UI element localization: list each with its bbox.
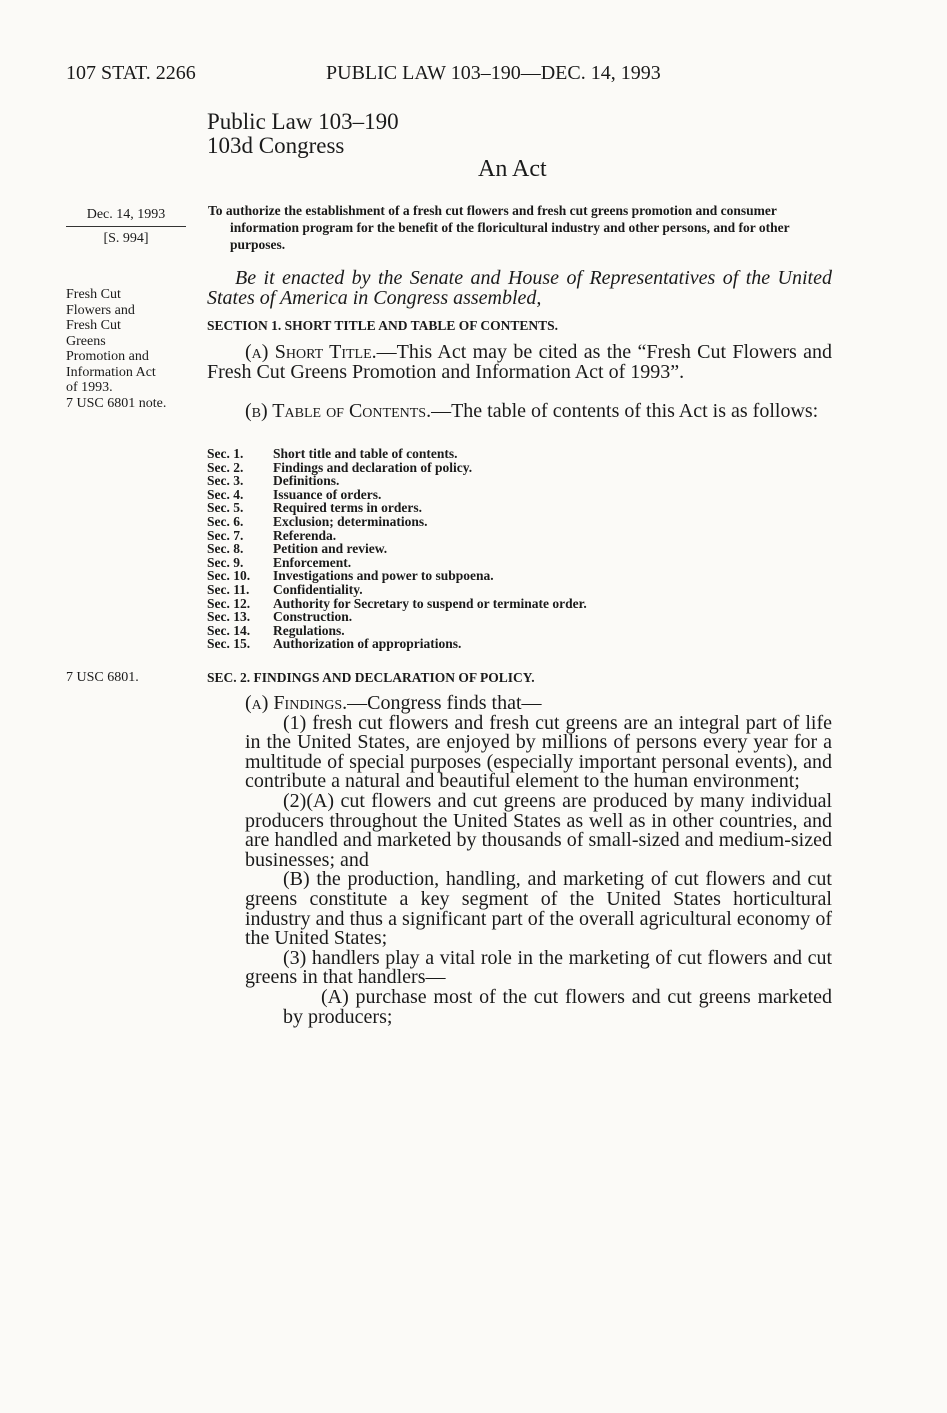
toc-sec-title: Referenda. <box>273 527 337 543</box>
section1-heading: SECTION 1. SHORT TITLE AND TABLE OF CONTENTS. <box>207 318 559 333</box>
toc-sec-title: Findings and declaration of policy. <box>273 459 473 475</box>
act-title: An Act <box>478 156 547 182</box>
bill-number: [S. 994] <box>103 231 149 246</box>
law-title-block <box>207 110 399 158</box>
toc-sec-title: Regulations. <box>273 622 345 638</box>
toc-sec-num: Sec. 4. <box>207 486 244 502</box>
toc-sec-title: Enforcement. <box>273 554 352 570</box>
toc-sec-num: Sec. 1. <box>207 446 244 461</box>
toc-sec-title: Required terms in orders. <box>273 500 422 516</box>
toc-sec-num: Sec. 6. <box>207 513 244 529</box>
toc-sec-title: Issuance of orders. <box>273 486 382 502</box>
running-head: PUBLIC LAW 103–190—DEC. 14, 1993 <box>326 62 661 84</box>
toc-row <box>207 583 587 597</box>
toc-row <box>207 569 587 583</box>
finding-2a: (2)(A) cut flowers and cut greens are produced by many individual producers throughout the United States as well as in other countries, and are handled and marketed by thousands of small-sized and medium-sized businesses; and <box>245 789 832 871</box>
section2-heading: SEC. 2. FINDINGS AND DECLARATION OF POLICY. <box>207 670 535 685</box>
toc-intro-text: —The table of contents of this Act is as follows: <box>431 400 819 422</box>
toc-row <box>207 515 587 529</box>
toc-sec-num: Sec. 2. <box>207 459 244 475</box>
margin-note-line: 7 USC 6801 note. <box>66 395 167 411</box>
short-title-text: —This Act may be cited as the “Fresh Cut Flowers and Fresh Cut Greens Promotion and Information Act of 1993”. <box>207 341 832 383</box>
congress-number: 103d Congress <box>207 133 345 158</box>
toc-sec-title: Authorization of appropriations. <box>273 636 462 652</box>
toc-sec-num: Sec. 5. <box>207 500 244 516</box>
enactment-date: Dec. 14, 1993 <box>86 207 166 222</box>
table-of-contents <box>207 447 587 651</box>
finding-2b: (B) the production, handling, and marketing of cut flowers and cut greens constitute a key segment of the United States horticultural industry and thus a significant part of the overall agricultural economy of the United States; <box>245 868 832 950</box>
margin-note-line: Information Act <box>66 364 156 380</box>
toc-sec-num: Sec. 14. <box>207 622 251 638</box>
toc-sec-num: Sec. 3. <box>207 473 244 489</box>
section1-subsection-a <box>207 343 832 382</box>
margin-note-line: Flowers and <box>66 302 135 318</box>
finding-1: (1) fresh cut flowers and fresh cut greens are an integral part of life in the United States, are enjoyed by millions of persons every year for a multitude of special purposes (especially important personal events), and contribute a natural and beautiful element to the human environment; <box>245 711 832 793</box>
finding-3a: (A) purchase most of the cut flowers and cut greens marketed by producers; <box>283 985 832 1028</box>
toc-row <box>207 501 587 515</box>
margin-short-title-note <box>66 287 196 411</box>
toc-sec-title: Short title and table of contents. <box>273 446 458 461</box>
toc-sec-title: Investigations and power to subpoena. <box>273 568 494 584</box>
margin-note-line: Greens <box>66 333 106 349</box>
toc-row <box>207 529 587 543</box>
toc-row <box>207 624 587 638</box>
margin-note-line: Promotion and <box>66 349 149 364</box>
toc-sec-num: Sec. 10. <box>207 568 251 584</box>
enacting-clause <box>207 268 832 308</box>
toc-row <box>207 610 587 624</box>
toc-row <box>207 556 587 570</box>
purpose-statement <box>208 202 833 253</box>
short-title-label: (a) Short Title. <box>245 341 377 363</box>
toc-row <box>207 461 587 475</box>
findings-label: (a) Findings. <box>245 692 348 714</box>
toc-sec-num: Sec. 7. <box>207 527 244 543</box>
toc-sec-title: Petition and review. <box>273 541 388 557</box>
toc-row <box>207 447 587 461</box>
toc-sec-title: Exclusion; determinations. <box>273 513 428 529</box>
toc-sec-num: Sec. 13. <box>207 609 251 625</box>
date-rule <box>66 226 186 227</box>
section2-findings <box>245 694 832 1027</box>
toc-row <box>207 474 587 488</box>
toc-sec-num: Sec. 8. <box>207 541 244 557</box>
toc-row <box>207 542 587 556</box>
findings-intro: —Congress finds that— <box>347 692 542 714</box>
enacting-text: Be it enacted by the Senate and House of Representatives of the United States of America in Congress assembled, <box>207 267 832 309</box>
section1-subsection-b <box>207 402 832 422</box>
toc-sec-num: Sec. 9. <box>207 554 244 570</box>
margin-note-line: Fresh Cut <box>66 287 121 302</box>
toc-sec-num: Sec. 12. <box>207 595 251 611</box>
toc-label: (b) Table of Contents. <box>245 400 432 422</box>
margin-date-block <box>66 206 186 247</box>
public-law-number: Public Law 103–190 <box>207 109 399 134</box>
toc-row <box>207 488 587 502</box>
margin-note-line: Fresh Cut <box>66 318 121 333</box>
margin-sec2-cite: 7 USC 6801. <box>66 670 139 685</box>
toc-sec-title: Authority for Secretary to suspend or terminate order. <box>273 595 587 611</box>
page-citation: 107 STAT. 2266 <box>66 62 196 84</box>
finding-3: (3) handlers play a vital role in the marketing of cut flowers and cut greens in that handlers— <box>245 946 832 989</box>
toc-sec-title: Confidentiality. <box>273 581 363 597</box>
toc-sec-title: Definitions. <box>273 473 340 489</box>
toc-row <box>207 637 587 651</box>
toc-row <box>207 597 587 611</box>
margin-note-line: of 1993. <box>66 380 113 395</box>
purpose-text: To authorize the establishment of a fresh cut flowers and fresh cut greens promotion and consumer information program for the benefit of the floricultural industry and other persons, and for other purposes. <box>208 203 790 252</box>
toc-sec-num: Sec. 15. <box>207 636 251 652</box>
toc-sec-num: Sec. 11. <box>207 581 250 597</box>
toc-sec-title: Construction. <box>273 609 353 625</box>
